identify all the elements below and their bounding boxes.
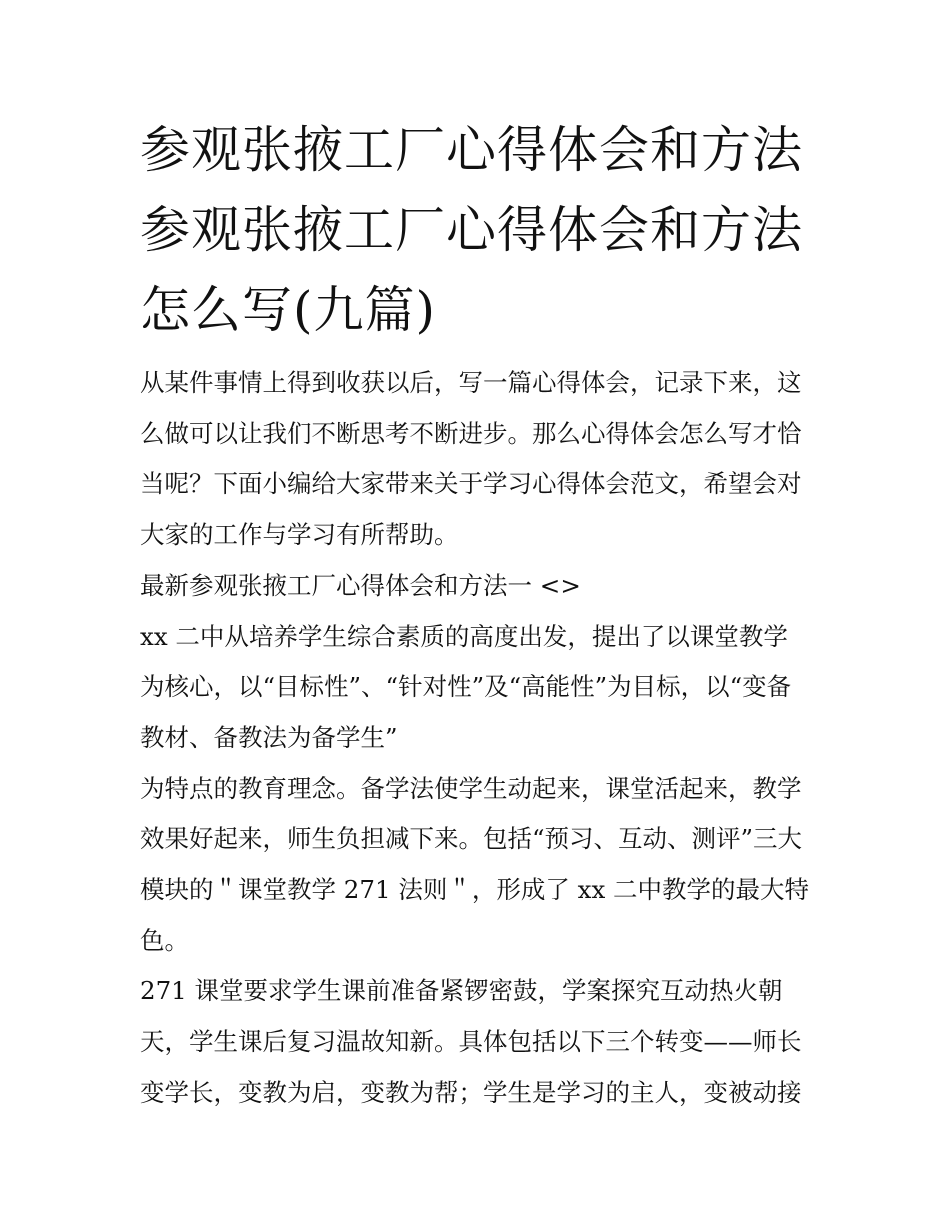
body-paragraph [140,612,820,764]
intro-paragraph [140,358,820,561]
body-paragraph [140,966,820,1118]
text-line: 模块的＂课堂教学 271 法则＂，形成了 xx 二中教学的最大特 [140,875,810,905]
title-line: 怎么写(九篇) [140,281,437,339]
text-line: 为核心，以“目标性”、“针对性”及“高能性”为目标，以“变备 [140,672,792,702]
text-line: 效果好起来，师生负担减下来。包括“预习、互动、测评”三大 [140,824,803,854]
text-line: xx 二中从培养学生综合素质的高度出发，提出了以课堂教学 [140,621,788,651]
text-line: 大家的工作与学习有所帮助。 [140,520,459,550]
text-line: 天，学生课后复习温故知新。具体包括以下三个转变——师长 [140,1027,802,1057]
text-line: 从某件事情上得到收获以后，写一篇心得体会，记录下来，这 [140,368,802,397]
text-line: 教材、备教法为备学生” [140,722,398,752]
text-line: 为特点的教育理念。备学法使学生动起来，课堂活起来，教学 [140,773,802,803]
text-line: 当呢？下面小编给大家带来关于学习心得体会范文，希望会对 [140,469,802,499]
title-line: 参观张掖工厂心得体会和方法 [140,201,803,259]
text-line: 么做可以让我们不断思考不断进步。那么心得体会怎么写才恰 [140,418,802,448]
document-title [140,110,820,350]
text-line: 最新参观张掖工厂心得体会和方法一 <> [140,570,581,600]
text-line: 271 课堂要求学生课前准备紧锣密鼓，学案探究互动热火朝 [140,976,783,1006]
title-line: 参观张掖工厂心得体会和方法 [140,121,803,179]
text-line: 变学长，变教为启，变教为帮；学生是学习的主人，变被动接 [140,1077,802,1107]
section-heading [140,561,820,612]
text-line: 色。 [140,925,189,955]
document-page [140,110,820,1119]
body-paragraph [140,764,820,967]
